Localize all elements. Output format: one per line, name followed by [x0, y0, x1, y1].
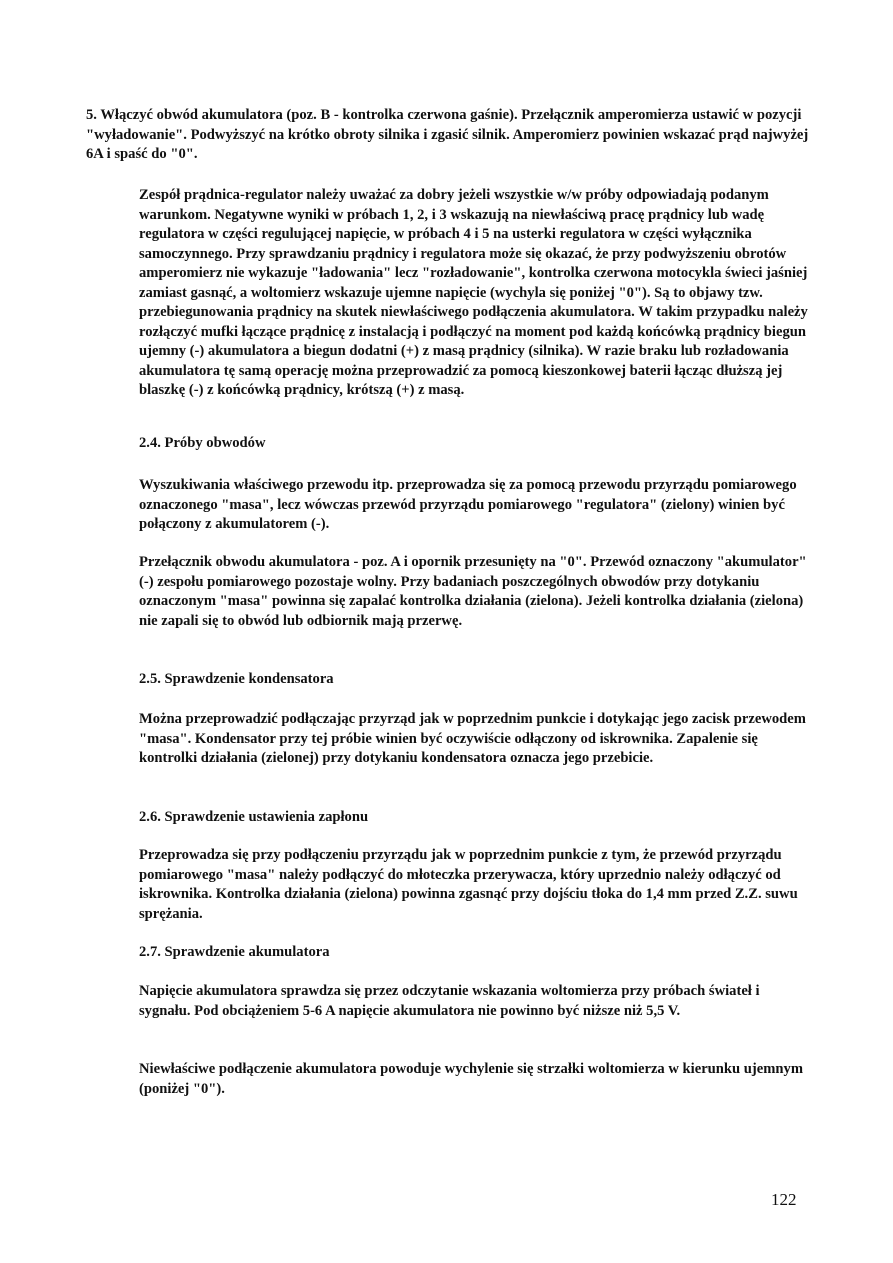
section-2-7-paragraph-2: Niewłaściwe podłączenie akumulatora powoduje wychylenie się strzałki woltomierza w kierunku ujemnym (poniżej "0").: [139, 1061, 803, 1097]
section-2-4-paragraph-2: Przełącznik obwodu akumulatora - poz. A i opornik przesunięty na "0". Przewód oznaczony "akumulator" (-) zespołu pomiarowego pozostaje wolny. Przy badaniach poszczególnych obwodów przy dotykaniu oznaczonym "masa" powinna się zapalać kontrolka działania (zielona). Jeżeli kontrolka działania (zielona) nie zapali się to obwód lub odbiornik mają przerwę.: [139, 554, 807, 629]
section-2-6-heading: 2.6. Sprawdzenie ustawienia zapłonu: [139, 809, 369, 825]
page-number: 122: [771, 1190, 797, 1209]
section-2-5-heading: 2.5. Sprawdzenie kondensatora: [139, 671, 334, 687]
section-2-5-paragraph-1: Można przeprowadzić podłączając przyrząd jak w poprzednim punkcie i dotykając jego zacisk przewodem "masa". Kondensator przy tej próbie winien być oczywiście odłączony od iskrownika. Zapalenie się kontrolki działania (zielonej) przy dotykaniu kondensatora oznacza jego przebicie.: [139, 711, 806, 766]
assessment-paragraph: Zespół prądnica-regulator należy uważać za dobry jeżeli wszystkie w/w próby odpowiadają podanym warunkom. Negatywne wyniki w próbach 1, 2, i 3 wskazują na niewłaściwą pracę prądnicy lub wadę regulatora w części regulującej napięcie, w próbach 4 i 5 na usterki regulatora w części wyłącznika samoczynnego. Przy sprawdzaniu prądnicy i regulatora może się okazać, że przy podwyższeniu obrotów amperomierz nie wykazuje "ładowania" lecz "rozładowanie", kontrolka czerwona motocykla świeci jaśniej zamiast gasnąć, a woltomierz wskazuje ujemne napięcie (wychyla się poniżej "0"). Są to objawy tzw. przebiegunowania prądnicy na skutek niewłaściwego podłączenia akumulatora. W takim przypadku należy rozłączyć mufki łączące prądnicę z instalacją i podłączyć na moment pod każdą końcówką prądnicy biegun ujemny (-) akumulatora a biegun dodatni (+) z masą prądnicy (silnika). W razie braku lub rozładowania akumulatora tę samą operację można przeprowadzić za pomocą kieszonkowej baterii łącząc dłuższą jej blaszkę (-) z końcówką prądnicy, krótszą (+) z masą.: [139, 187, 808, 398]
section-2-4-paragraph-1: Wyszukiwania właściwego przewodu itp. przeprowadza się za pomocą przewodu przyrządu pomiarowego oznaczonego "masa", lecz wówczas przewód przyrządu pomiarowego "regulatora" (zielony) winien być połączony z akumulatorem (-).: [139, 477, 797, 532]
section-2-6-paragraph-1: Przeprowadza się przy podłączeniu przyrządu jak w poprzednim punkcie z tym, że przewód przyrządu pomiarowego "masa" należy podłączyć do młoteczka przerywacza, który uprzednio należy odłączyć od iskrownika. Kontrolka działania (zielona) powinna zgasnąć przy dojściu tłoka do 1,4 mm przed Z.Z. suwu sprężania.: [139, 847, 798, 922]
section-2-7-paragraph-1: Napięcie akumulatora sprawdza się przez odczytanie wskazania woltomierza przy próbach świateł i sygnału. Pod obciążeniem 5-6 A napięcie akumulatora nie powinno być niższe niż 5,5 V.: [139, 983, 760, 1019]
intro-paragraph: 5. Włączyć obwód akumulatora (poz. B - kontrolka czerwona gaśnie). Przełącznik amperomierza ustawić w pozycji "wyładowanie". Podwyższyć na krótko obroty silnika i zgasić silnik. Amperomierz powinien wskazać prąd najwyżej 6A i spaść do "0".: [86, 107, 809, 162]
section-2-7-heading: 2.7. Sprawdzenie akumulatora: [139, 944, 330, 960]
section-2-4-heading: 2.4. Próby obwodów: [139, 435, 266, 451]
